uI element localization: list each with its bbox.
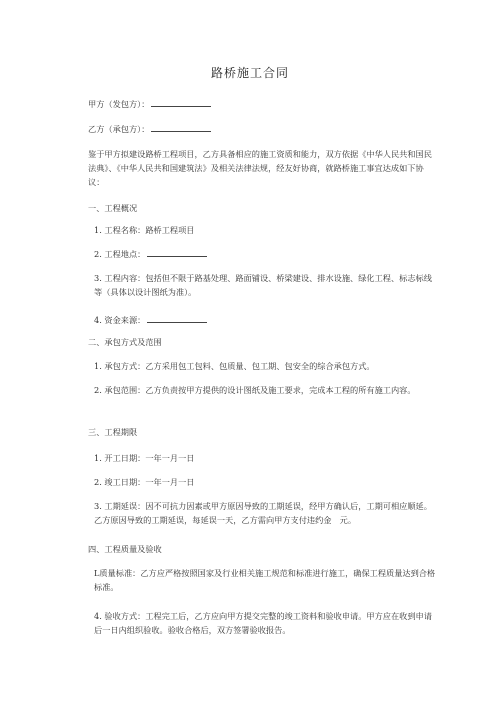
item-number: 1 xyxy=(94,225,100,235)
item-number: 3 xyxy=(94,273,100,283)
item-text: . 开工日期：一年一月一日 xyxy=(99,453,195,463)
item-number: 2 xyxy=(94,477,100,487)
section2-item-2 xyxy=(94,383,440,397)
section3-item-1 xyxy=(94,451,446,465)
page-title: 路桥施工合同 xyxy=(210,66,289,80)
item-number: 2 xyxy=(94,249,100,259)
party-b-line xyxy=(88,122,211,136)
party-a-line xyxy=(88,97,211,111)
section1-item-4 xyxy=(94,313,446,327)
section4-item-1 xyxy=(94,566,440,594)
item-number: 4 xyxy=(94,611,100,621)
item-number: 3 xyxy=(94,501,100,511)
section2-item-1 xyxy=(94,359,446,373)
section1-item-3 xyxy=(94,271,440,299)
party-b-blank xyxy=(151,122,211,132)
section3-item-3 xyxy=(94,499,440,527)
section2-heading: 二、承包方式及范围 xyxy=(88,337,162,347)
section3-item-2 xyxy=(94,475,446,489)
item-text: . 工程名称：路桥工程项目 xyxy=(99,225,195,235)
item-text: . 工程地点： xyxy=(99,249,146,259)
party-b-label: 乙方（承包方）： xyxy=(88,124,150,134)
section3-heading: 三、工程期限 xyxy=(88,427,138,437)
funding-source-blank xyxy=(147,313,207,323)
intro-paragraph: 鉴于甲方拟建设路桥工程项目，乙方具备相应的施工资质和能力，双方依据《中华人民共和国民法典》、《中华人民共和国建筑法》及相关法律法规，经友好协商，就路桥施工事宜达成如下协议： xyxy=(88,149,432,187)
item-text: . 资金来源： xyxy=(99,315,146,325)
item-number: 4 xyxy=(94,315,100,325)
item-text: . 承包方式：乙方采用包工包料、包质量、包工期、包安全的综合承包方式。 xyxy=(99,361,375,371)
item-text: . 工期延误：因不可抗力因素或甲方原因导致的工期延误，经甲方确认后，工期可相应顺延。乙方原因导致的工期延误，每延误一天，乙方需向甲方支付违约金 元。 xyxy=(94,501,432,525)
item-text: . 竣工日期：一年一月一日 xyxy=(99,477,195,487)
item-text: . 承包范围：乙方负责按甲方提供的设计图纸及施工要求，完成本工程的所有施工内容。 xyxy=(99,385,416,395)
party-a-label: 甲方（发包方）： xyxy=(88,99,150,109)
item-text: . 验收方式：工程完工后，乙方应向甲方提交完整的竣工资料和验收申请。甲方应在收到申请后一日内组织验收。验收合格后，双方签署验收报告。 xyxy=(94,611,432,635)
item-text: L质量标准：乙方应严格按照国家及行业相关施工规范和标准进行施工，确保工程质量达到合格标准。 xyxy=(94,568,436,592)
section1-item-1 xyxy=(94,223,446,237)
site-location-blank xyxy=(147,247,207,257)
section1-heading: 一、工程概况 xyxy=(88,203,138,213)
section4-heading: 四、工程质量及验收 xyxy=(88,544,162,554)
item-text: . 工程内容：包括但不限于路基处理、路面铺设、桥梁建设、排水设施、绿化工程、标志标线等（具体以设计图纸为准）。 xyxy=(94,273,432,297)
section1-item-2 xyxy=(94,247,446,261)
item-number: 1 xyxy=(94,361,100,371)
item-number: 2 xyxy=(94,385,100,395)
party-a-blank xyxy=(151,97,211,107)
section4-item-2 xyxy=(94,609,440,637)
item-number: 1 xyxy=(94,453,100,463)
